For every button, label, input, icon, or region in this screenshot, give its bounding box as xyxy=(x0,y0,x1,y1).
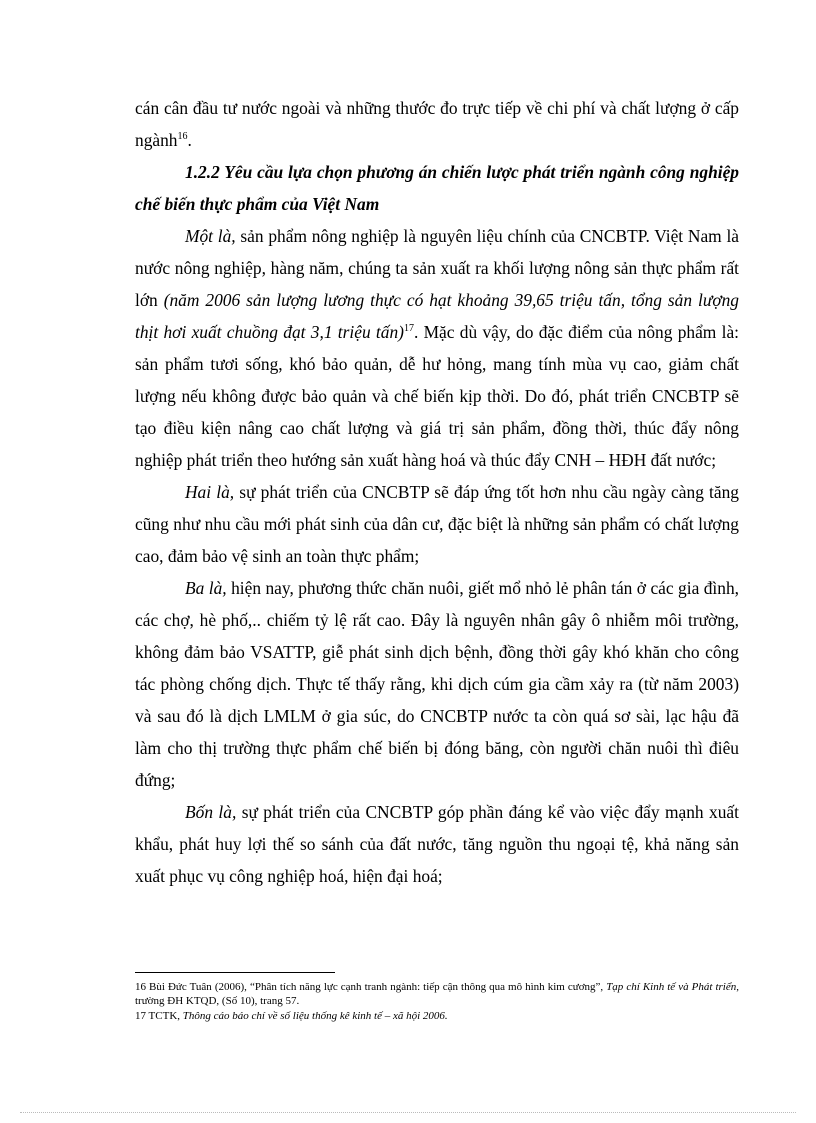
footnote-separator xyxy=(135,972,335,973)
paragraph-text: sự phát triển của CNCBTP sẽ đáp ứng tốt hơn nhu cầu ngày càng tăng cũng như nhu cầu mới phát sinh của dân cư, đặc biệt là những sản phẩm có chất lượng cao, đảm bảo vệ sinh an toàn thực phẩm; xyxy=(135,482,739,566)
paragraph-ba-la xyxy=(135,572,739,796)
footnote-number: 17 xyxy=(135,1010,146,1022)
paragraph-text: hiện nay, phương thức chăn nuôi, giết mổ nhỏ lẻ phân tán ở các gia đình, các chợ, hè phố,.. chiếm tỷ lệ rất cao. Đây là nguyên nhân gây ô nhiễm môi trường, không đảm bảo VSATTP, giễ phát sinh dịch bệnh, đồng thời gây khó khăn cho công tác phòng chống dịch. Thực tế thấy rằng, khi dịch cúm gia cầm xảy ra (từ năm 2003) và sau đó là dịch LMLM ở gia súc, do CNCBTP nước ta còn quá sơ sài, lạc hậu đã làm cho thị trường thực phẩm chế biến bị đóng băng, còn người chăn nuôi thì điêu đứng; xyxy=(135,578,739,790)
paragraph-lead: Ba là, xyxy=(185,578,227,598)
paragraph-continuation xyxy=(135,92,739,156)
paragraph-italic-note: (năm 2006 sản lượng lương thực có hạt khoảng 39,65 triệu tấn, tổng sản lượng thịt hơi xuất chuồng đạt 3,1 triệu tấn) xyxy=(135,290,739,342)
paragraph-text: . Mặc dù vậy, do đặc điểm của nông phẩm là: sản phẩm tươi sống, khó bảo quản, dễ hư hỏng, mang tính mùa vụ cao, giảm chất lượng nếu không được bảo quản và chế biến kịp thời. Do đó, phát triển CNCBTP sẽ tạo điều kiện nâng cao chất lượng và giá trị sản phẩm, đồng thời, thúc đẩy nông nghiệp phát triển theo hướng sản xuất hàng hoá và thúc đẩy CNH – HĐH đất nước; xyxy=(135,322,739,470)
paragraph-bon-la xyxy=(135,796,739,892)
footnote-number: 16 xyxy=(135,981,146,993)
page-bottom-border xyxy=(20,1112,796,1113)
footnote-ref-17[interactable]: 17 xyxy=(403,323,414,335)
paragraph-text: . xyxy=(187,130,192,150)
footnote-text: , trường ĐH KTQD, (Số 10), trang 57. xyxy=(135,981,739,1007)
paragraph-text: sản phẩm nông nghiệp là nguyên liệu chính của CNCBTP. Việt Nam là nước nông nghiệp, hàng năm, chúng ta sản xuất ra khối lượng nông sản thực phẩm rất lớn xyxy=(135,226,739,310)
footnote-text: TCTK, xyxy=(146,1010,183,1022)
section-heading: 1.2.2 Yêu cầu lựa chọn phương án chiến lược phát triển ngành công nghiệp chế biến thực phẩm của Việt Nam xyxy=(135,162,739,214)
footnote-text: Bùi Đức Tuân (2006), “Phân tích năng lực cạnh tranh ngành: tiếp cận thông qua mô hình kim cương”, xyxy=(146,981,607,993)
paragraph-hai-la xyxy=(135,476,739,572)
footnote-17 xyxy=(135,1009,739,1023)
footnote-16 xyxy=(135,980,739,1008)
paragraph-text: cán cân đầu tư nước ngoài và những thước đo trực tiếp về chi phí và chất lượng ở cấp ngành xyxy=(135,98,739,150)
paragraph-mot-la xyxy=(135,220,739,476)
paragraph-text: sự phát triển của CNCBTP góp phần đáng kể vào việc đẩy mạnh xuất khẩu, phát huy lợi thế so sánh của đất nước, tăng nguồn thu ngoại tệ, khả năng sản xuất phục vụ công nghiệp hoá, hiện đại hoá; xyxy=(135,802,739,886)
paragraph-lead: Bốn là, xyxy=(185,802,237,822)
paragraph-lead: Một là, xyxy=(185,226,236,246)
footnote-title: Thông cáo báo chí về số liệu thống kê kinh tế – xã hội 2006. xyxy=(182,1010,448,1022)
footnote-ref-16[interactable]: 16 xyxy=(177,131,188,143)
footnotes xyxy=(135,980,739,1024)
footnote-journal: Tạp chí Kinh tế và Phát triển xyxy=(606,981,737,993)
paragraph-lead: Hai là, xyxy=(185,482,235,502)
document-body xyxy=(135,92,739,892)
